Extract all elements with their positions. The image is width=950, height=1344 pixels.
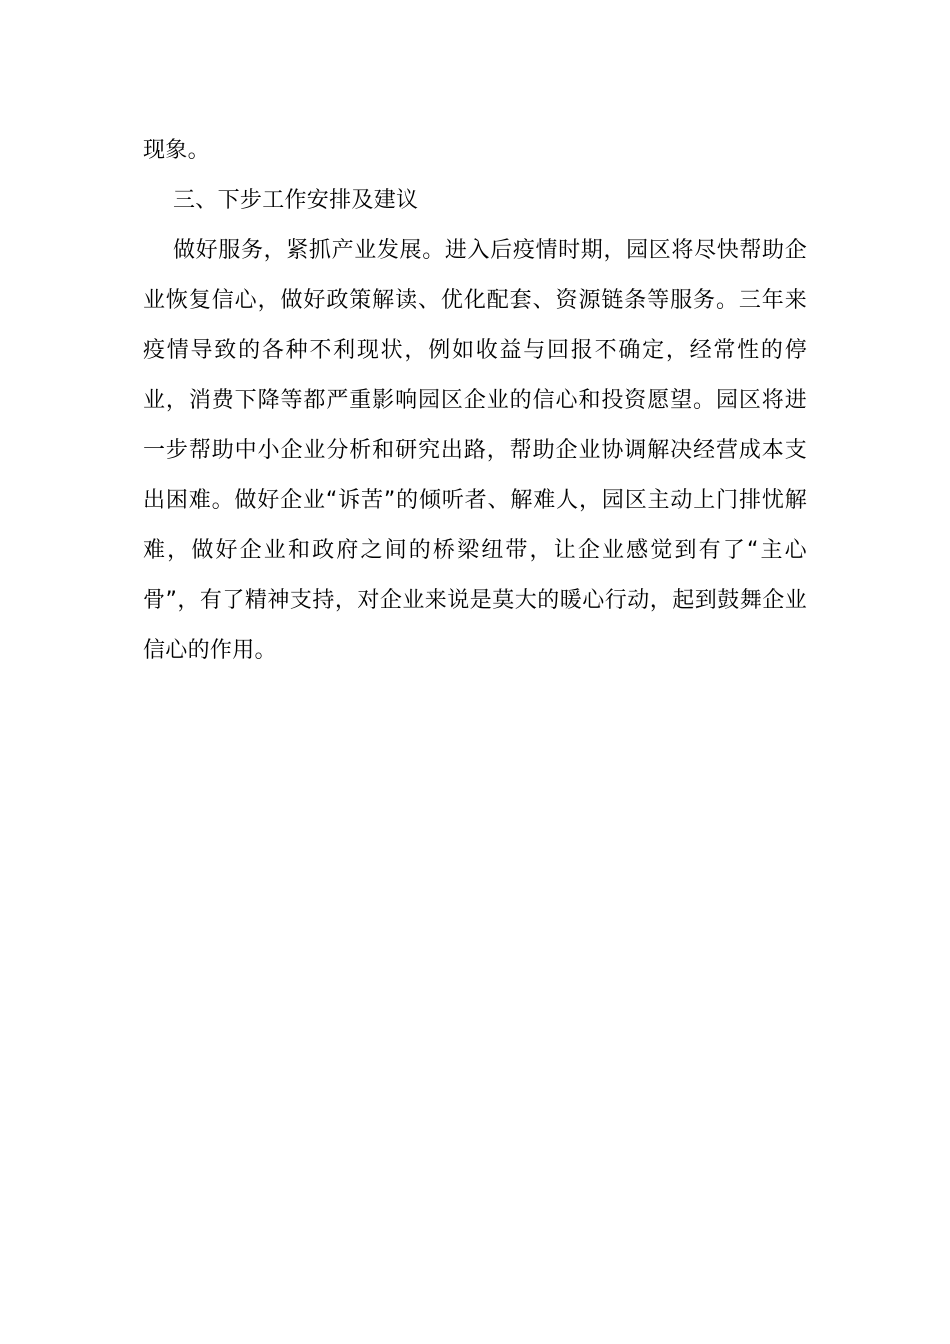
paragraph-continuation: 现象。 (143, 138, 210, 163)
section-heading: 三、下步工作安排及建议 (173, 188, 419, 213)
paragraph-body: 做好服务，紧抓产业发展。进入后疫情时期，园区将尽快帮助企业恢复信心，做好政策解读、优化配套、资源链条等服务。三年来疫情导致的各种不利现状，例如收益与回报不确定，经常性的停业，消费下降等都严重影响园区企业的信心和投资愿望。园区将进一步帮助中小企业分析和研究出路，帮助企业协调解决经营成本支出困难。做好企业“诉苦”的倾听者、解难人，园区主动上门排忧解难，做好企业和政府之间的桥梁纽带，让企业感觉到有了“主心骨”，有了精神支持，对企业来说是莫大的暖心行动，起到鼓舞企业信心的作用。 (143, 238, 807, 663)
document-body (143, 126, 807, 676)
